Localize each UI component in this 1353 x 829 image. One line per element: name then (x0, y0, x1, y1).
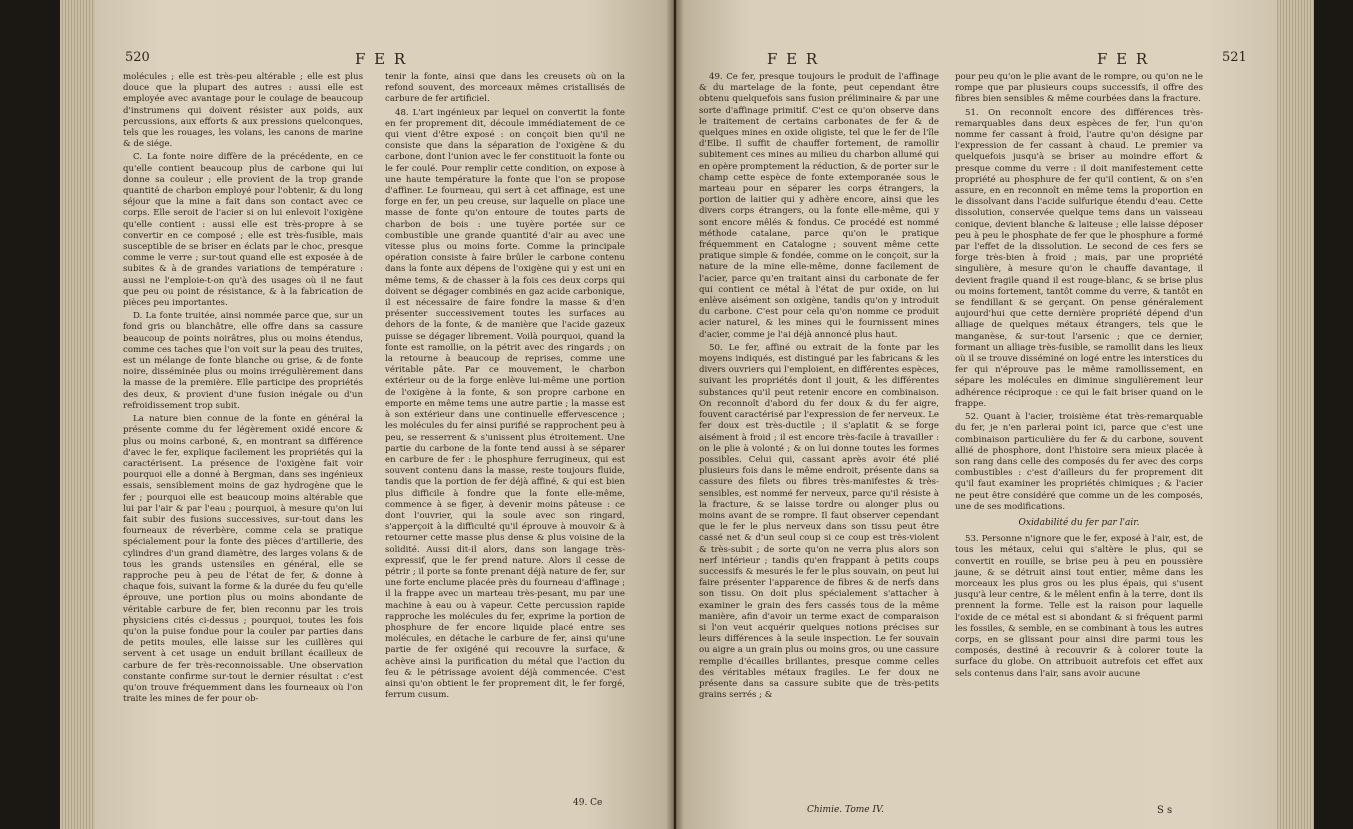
paragraph: La nature bien connue de la fonte en général la présente comme du fer légèrement oxidé encore & plus ou moins carboné, &, en montrant sa différence d'avec le fer, explique facilement les propriétés qui la caractérisent. La présence de l'oxigène fait voir pourquoi elle a donné à Bergman, dans ses ingénieux essais, sensiblement moins de gaz hydrogène que le fer ; pourquoi elle est beaucoup moins altérable que lui par l'air & par l'eau ; pourquoi, à mesure qu'on lui fait subir des fusions successives, sur-tout dans les fourneaux de réverbère, comme cela se pratique spécialement pour la fonte des pièces d'artillerie, des cylindres d'un grand diamètre, des larges volans & de tous les grands ustensiles en général, elle se rapproche peu à peu de l'état de fer, & donne à chaque fois, suivant la forme & la durée du feu qu'elle éprouve, une portion plus ou moins abondante de véritable carbure de fer, bien reconnu par les trois physiciens cités ci-dessus ; pourquoi, toutes les fois qu'on la puise fondue pour la couler par parties dans de petits moules, elle laisse sur les cuillères qui servent à cet usage un enduit brillant écailleux de carbure de fer très-reconnoissable. Une observation constante confirme sur-tout le dernier résultat : c'est qu'on trouve fréquemment dans les fourneaux où l'on traite les mines de fer pour ob- (123, 414, 363, 705)
right-column-2 (955, 72, 1203, 682)
left-column-1 (123, 72, 363, 707)
right-page (676, 0, 1277, 829)
book-gutter (666, 0, 684, 829)
paragraph: pour peu qu'on le plie avant de le rompre, ou qu'on ne le rompe que par plusieurs coups successifs, il offre des fibres bien sensibles & même courbées dans la fracture. (955, 72, 1203, 105)
page-edges-left (60, 0, 98, 829)
paragraph: 52. Quant à l'acier, troisième état très-remarquable du fer, je n'en parlerai point ici, parce que c'est une combinaison particulière du fer & du carbone, souvent allié de phosphore, dont l'histoire sera mieux placée à son rang dans celle des composés du fer avec des corps combustibles : c'est d'ailleurs du fer proprement dit qu'il faut examiner les propriétés chimiques ; & l'acier ne peut être considéré que comme un de les composés, une de ses modifications. (955, 412, 1203, 512)
page-edges-right (1274, 0, 1314, 829)
section-heading: Oxidabilité du fer par l'air. (1018, 517, 1140, 528)
paragraph: 49. Ce fer, presque toujours le produit de l'affinage & du martelage de la fonte, peut cependant être obtenu quelquefois sans fusion préliminaire & par une sorte d'affinage primitif. C'est ce qu'on observe dans le traitement de certains carbonates de fer & de quelques mines en oxide oligiste, tel que le fer de l'île d'Elbe. Il suffit de chauffer fortement, de ramollir subitement ces mines au milieu du charbon allumé qui en opère promptement la réduction, & de porter sur le champ cette espèce de fonte extemporanée sous le marteau pour en séparer les corps étrangers, la portion de laitier qui y adhère encore, ainsi que les divers corps étrangers, ou la fonte elle-même, qui y sont encore mêlés & fondus. Ce procédé est nommé méthode catalane, parce qu'on le pratique fréquemment en Catalogne ; souvent même cette pratique simple & fondée, comme on le conçoit, sur la nature de la mine elle-même, donne facilement de l'acier, parce qu'en traitant ainsi du carbonate de fer qui contient ce métal à l'état de pur oxide, on lui enlève aisément son oxigène, tandis qu'on y introduit du carbone. C'est pour cela qu'on nomme ce produit acier naturel, & les mines qui le fournissent mines d'acier, comme je l'ai déjà annoncé plus haut. (699, 72, 939, 340)
catchword: 49. Ce (573, 798, 603, 808)
footer-volume: Chimie. Tome IV. (807, 805, 884, 815)
paragraph: 53. Personne n'ignore que le fer, exposé à l'air, est, de tous les métaux, celui qui s'altère le plus, qui se convertit en rouille, se brise peu à peu en poussière jaune, & se détruit ainsi tout entier, même dans les morceaux les plus gros ou les plus épais, qui s'usent jusqu'à leur centre, & le mêlent enfin à la terre, dont ils prennent la forme. Telle est la raison pour laquelle l'oxide de ce métal est si abondant & si fréquent parmi les fossiles, & semble, en se combinant à tous les autres corps, en se glissant pour ainsi dire parmi tous les composés, destiné à recouvrir & à colorer toute la surface du globe. On attribuoit autrefois cet effet aux sels contenus dans l'air, sans avoir aucune (955, 534, 1203, 679)
right-column-1 (699, 72, 939, 703)
paragraph: C. La fonte noire diffère de la précédente, en ce qu'elle contient beaucoup plus de carbone qui lui donne sa couleur ; elle provient de la trop grande quantité de charbon employé pour l'obtenir, & du long séjour que la mine a fait dans son contact avec ce corps. Elle seroit de l'acier si on lui enlevoit l'oxigène qu'elle contient : aussi elle est très-propre à se convertir en ce composé ; elle est très-fusible, mais susceptible de se briser en éclats par le choc, presque comme le verre ; sur-tout quand elle est exposée à de subites & à de grandes variations de température : aussi ne l'emploie-t-on qu'à des usages où il ne faut que peu ou point de résistance, & à la fabrication de pièces peu importantes. (123, 152, 363, 309)
paragraph: 48. L'art ingénieux par lequel on convertit la fonte en fer proprement dit, découle immédiatement de ce qui vient d'être exposé : on conçoit bien qu'il ne consiste que dans la séparation de l'oxigène & du carbone, dont l'union avec le fer constituoit la fonte ou le fer coulé. Pour remplir cette condition, on expose à une haute température la fonte que l'on se propose d'affiner. Le fourneau, qui sert à cet affinage, est une forge en fer, un peu creuse, sur laquelle on place une masse de fonte qu'on entoure de toutes parts de charbon de bois : une tuyère portée sur ce combustible une grande quantité d'air au avec une vitesse plus ou moins forte. Comme la principale opération consiste à faire brûler le carbone contenu dans la fonte aux dépens de l'oxigène qui y est uni en même tems, & de chasser à la fois ces deux corps qui doivent se dégager combinés en gaz acide carbonique, il est nécessaire de faire fondre la masse & d'en présenter successivement toutes les surfaces au dehors de la fonte, & de manière que l'acide gazeux puisse se dégager librement. Voilà pourquoi, quand la fonte est ramollie, on la pétrit avec des ringards ; on la retourne à beaucoup de reprises, comme une véritable pâte. Par ce mouvement, le charbon extérieur ou de la forge enlève lui-même une portion de l'oxigène à la fonte, & son propre carbone en emporte en même tems une autre partie ; la masse est à son extérieur dans une continuelle effervescence ; les molécules du fer ainsi purifié se rapprochent peu à peu, se resserrent & s'unissent plus étroitement. Une partie du carbone de la fonte tend aussi à se séparer en carbure de fer : le phosphure ferrugineux, qui est souvent contenu dans la masse, reste toujours fluide, tandis que la portion de fer déjà affiné, & qui est bien plus difficile à fondre que la fonte elle-même, commence à se figer, à devenir moins pâteuse : ce dont l'ouvrier, qui la soule avec son ringard, s'apperçoit à la difficulté qu'il éprouve à mouvoir & à retourner cette masse plus dense & plus voisine de la solidité. Aussi dit-il alors, dans son langage très-expressif, que le fer prend nature. Alors il cesse de pétrir ; il porte sa fonte prenant déjà nature de fer, sur une forte enclume placée près du fourneau d'affinage ; il la frappe avec un marteau très-pesant, mu par une machine à eau ou à vapeur. Cette percussion rapide rapproche les molécules du fer, exprime la portion de phosphure de fer encore liquide placé entre ses molécules, en détache le carbure de fer, ainsi qu'une partie de fer oxigéné qui recouvre la surface, & achève ainsi la purification du métal que l'action du feu & le pétrissage avoient déjà commencée. C'est ainsi qu'on obtient le fer proprement dit, le fer forgé, ferrum cusum. (385, 107, 625, 701)
paragraph: tenir la fonte, ainsi que dans les creusets où on la refond souvent, des morceaux mêmes cristallisés de carbure de fer artificiel. (385, 72, 625, 105)
signature-mark: S s (1157, 805, 1173, 816)
page-number: 521 (1222, 50, 1247, 65)
running-head: F E R (1097, 50, 1150, 68)
page-number: 520 (125, 50, 150, 65)
running-head-center: F E R (767, 50, 820, 68)
left-column-2 (385, 72, 625, 703)
paragraph: molécules ; elle est très-peu altérable ; elle est plus douce que la plupart des autres : aussi elle est employée avec avantage pour le coulage de beaucoup d'instrumens qui doivent résister aux poids, aux percussions, aux efforts & aux pressions quelconques, tels que les rouages, les volans, les canons de marine & de siége. (123, 72, 363, 150)
running-head: F E R (355, 50, 408, 68)
paragraph: 50. Le fer, affiné ou extrait de la fonte par les moyens indiqués, est distingué par les fabricans & les divers ouvriers qui l'emploient, en différentes espèces, suivant les propriétés dont il jouit, & les différentes substances qu'il peut retenir encore en combinaison. On reconnoît d'abord du fer doux & du fer aigre, fouvent caractérisé par l'expression de fer nerveux. Le fer doux est très-ductile ; il s'aplatit & se forge aisément à froid ; il est encore très-facile à travailler : on le plie à volonté ; & on lui donne toutes les formes possibles. Celui qui, cassant après avoir été plié plusieurs fois dans le même endroit, présente dans sa cassure des filets ou fibres très-manifestes & très-sensibles, est nommé fer nerveux, parce qu'il résiste à la fracture, & se laisse tordre ou alonger plus ou moins avant de se rompre. Il faut observer cependant que le fer le plus nerveux dans son tissu peut être cassé net & d'un seul coup si ce coup est très-violent & très-subit ; de sorte qu'on ne verra plus alors son nerf intérieur ; tandis qu'en frappant à petits coups successifs & mesurés le fer le plus souvain, on peut lui faire présenter l'apparence de fibres & de nerfs dans son tissu. On doit plus spécialement s'attacher à examiner le grain des fers cassés tous de la même manière, afin d'avoir un terme exact de comparaison si l'on veut acquérir quelques notions précises sur leurs différences à la seule inspection. Le fer souvain ou aigre a un grain plus ou moins gros, ou une cassure remplie d'écailles brillantes, presque comme celles des véritables métaux fragiles. Le fer doux ne présente dans sa cassure subite que de très-petits grains serrés ; & (699, 342, 939, 701)
paragraph: 51. On reconnoît encore des différences très-remarquables dans deux espèces de fer, l'un qu'on nomme fer cassant à froid, l'autre qu'on désigne par l'expression de fer cassant à chaud. Le premier va quelquefois jusqu'à se briser au moindre effort & presque comme du verre : il doit manifestement cette propriété au phosphure de fer qu'il contient, & on s'en assure, en en reconnoît en même tems la proportion en le dissolvant dans l'acide sulfurique étendu d'eau. Cette dissolution, conservée quelque tems dans un vaisseau conique, devient blanche & laiteuse ; elle laisse déposer peu à peu le phosphate de fer que le phosphure a formé par l'effet de la dissolution. Le second de ces fers se forge très-bien à froid ; mais, par une propriété singulière, à mesure qu'on le chauffe davantage, il devient fragile quand il est rouge-blanc, & se brise plus ou moins fortement, tantôt comme du verre, & tantôt en se fendillant & se gerçant. On pense généralement aujourd'hui que cette dernière propriété dépend d'un alliage de quelques métaux étrangers, tels que le manganèse, & sur-tout l'arsenic ; que ce dernier, formant un alliage très-fusible, se ramollit dans les lieux où il se trouve disséminé on logé entre les interstices du fer qui n'éprouve pas le même ramollissement, en sépare les molécules en diminue singulièrement leur adhérence réciproque : ce qui le fait briser quand on le frappe. (955, 107, 1203, 409)
left-page (95, 0, 674, 829)
paragraph: D. La fonte truitée, ainsi nommée parce que, sur un fond gris ou blanchâtre, elle offre dans sa cassure beaucoup de points noirâtres, plus ou moins étendus, comme ces taches que l'on voit sur la peau des truites, est un mélange de fonte blanche ou grise, & de fonte noire, disséminée plus ou moins irrégulièrement dans la masse de la première. Elle participe des propriétés des deux, & provient d'une fusion inégale ou d'un refroidissement trop subit. (123, 311, 363, 411)
